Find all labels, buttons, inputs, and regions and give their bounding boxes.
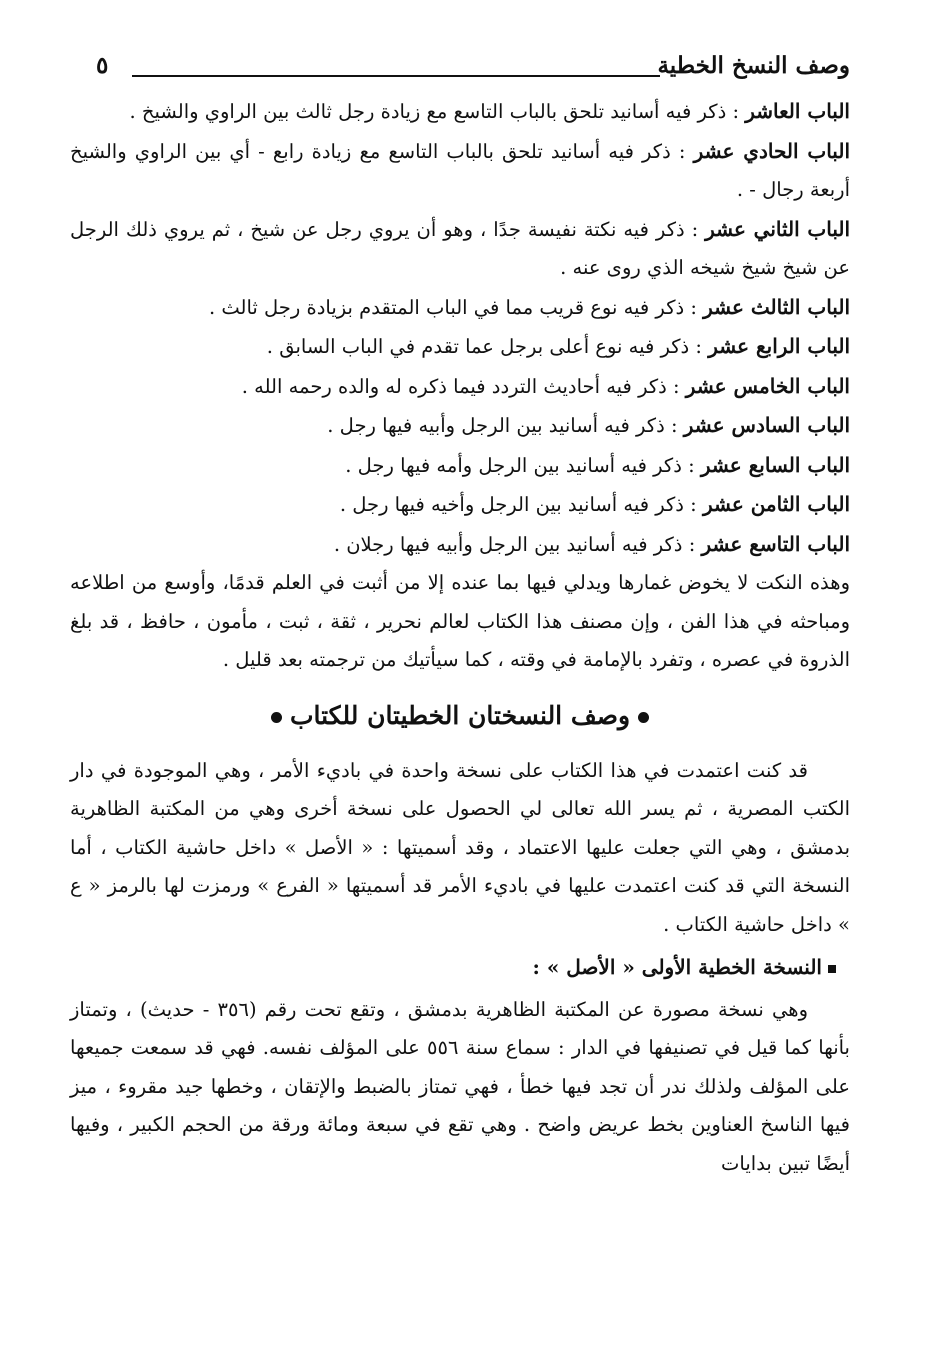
chapter-entry: [70, 92, 850, 132]
chapter-entry: [70, 132, 850, 210]
chapter-text: : ذكر فيه أسانيد تلحق بالباب التاسع مع زيادة رابع - أي بين الراوي والشيخ أربعة رجال - .: [70, 139, 850, 201]
page-body: [70, 92, 850, 1183]
chapter-entry: [70, 406, 850, 446]
chapter-entry: [70, 367, 850, 407]
chapter-text: : ذكر فيه أسانيد بين الرجل وأبيه فيها رجل .: [327, 414, 684, 437]
chapter-name: الباب الحادي عشر: [693, 138, 850, 163]
chapter-text: : ذكر فيه أسانيد بين الرجل وأبيه فيها رجلان .: [333, 532, 702, 556]
chapter-entry: [70, 446, 850, 486]
chapter-text: : ذكر فيه أسانيد تلحق بالباب التاسع مع زيادة رجل ثالث بين الراوي والشيخ .: [129, 100, 746, 123]
chapter-name: الباب العاشر: [745, 99, 850, 123]
chapter-text: : ذكر فيه نوع أعلى برجل عما تقدم في الباب السابق .: [266, 335, 709, 358]
chapter-name: الباب الثالث عشر: [703, 294, 850, 319]
section-heading-text: وصف النسختان الخطيتان للكتاب: [289, 700, 631, 730]
sub-heading: [70, 948, 850, 987]
sub-heading-text: النسخة الخطية الأولى « الأصل » :: [532, 955, 822, 979]
section-paragraph: قد كنت اعتمدت في هذا الكتاب على نسخة واحدة في باديء الأمر ، وهي الموجودة في دار الكتب المصرية ، ثم يسر الله تعالى لي الحصول على نسخة أخرى وهي من المكتبة الظاهرية بدمشق ، وهي التي جعلت عليها الاعتماد ، وقد أسميتها : « الأصل » داخل حاشية الكتاب ، أما النسخة التي قد كنت اعتمدت عليها في باديء الأمر قد أسميتها « الفرع » ورمزت لها بالرمز « ع » داخل حاشية الكتاب .: [70, 758, 850, 936]
intro-paragraph: وهذه النكت لا يخوض غمارها ويدلي فيها بما عنده إلا من أثبت في العلم قدمًا، وأوسع من اطلاعه ومباحثه في هذا الفن ، وإن مصنف هذا الكتاب لعالم نحرير ، ثقة ، ثبت ، مأمون ، حافظ ، قد بلغ الذروة في عصره ، وتفرد بالإمامة في وقته ، كما سيأتيك من ترجمته بعد قليل .: [70, 571, 850, 671]
chapter-name: الباب السابع عشر: [700, 452, 850, 477]
chapter-name: الباب السادس عشر: [683, 413, 850, 437]
chapter-name: الباب الثامن عشر: [702, 492, 850, 516]
chapter-text: : ذكر فيه نكتة نفيسة جدًا ، وهو أن يروي رجل عن شيخ ، ثم يروي ذلك الرجل عن شيخ شيخ شيخه الذي روى عنه .: [70, 217, 850, 279]
chapter-name: الباب التاسع عشر: [701, 531, 850, 556]
chapter-entry: [70, 327, 850, 367]
chapter-text: : ذكر فيه أحاديث التردد فيما ذكره له والده رحمه الله .: [241, 374, 686, 398]
page-number: ٥: [96, 52, 109, 79]
sub-paragraph: وهي نسخة مصورة عن المكتبة الظاهرية بدمشق ، وتقع تحت رقم (٣٥٦ - حديث) ، وتمتاز بأنها كما قيل في تصنيفها في الدار : سماع سنة ٥٥٦ على المؤلف نفسه. فهي قد سمعت جميعها على المؤلف ولذلك ندر أن تجد فيها خطأ ، فهي تمتاز بالضبط والإتقان ، وخطها جيد مقروء ، ميز فيها الناسخ العناوين بخط عريض واضح . وهي تقع في سبعة ومائة ورقة من الحجم الكبير ، وفيها أيضًا تبين بدايات: [70, 997, 850, 1175]
running-title: وصف النسخ الخطية: [657, 52, 850, 79]
header-rule: [132, 75, 660, 77]
bullet-icon: [638, 712, 649, 723]
bullet-icon: [271, 712, 282, 723]
chapter-name: الباب الثاني عشر: [705, 216, 851, 241]
chapter-entry: [70, 485, 850, 525]
chapter-name: الباب الرابع عشر: [708, 334, 850, 358]
chapter-name: الباب الخامس عشر: [685, 373, 850, 398]
square-bullet-icon: [828, 965, 836, 973]
chapter-entry: [70, 288, 850, 328]
chapter-entry: [70, 525, 850, 565]
chapter-text: : ذكر فيه أسانيد بين الرجل وأخيه فيها رجل .: [339, 493, 703, 516]
chapter-entry: [70, 210, 850, 288]
book-page: [70, 48, 850, 1183]
chapter-text: : ذكر فيه أسانيد بين الرجل وأمه فيها رجل .: [345, 453, 701, 477]
chapter-text: : ذكر فيه نوع قريب مما في الباب المتقدم بزيادة رجل ثالث .: [208, 295, 704, 319]
section-heading: [70, 696, 850, 736]
chapter-list: [70, 92, 850, 564]
page-header: [70, 48, 850, 92]
